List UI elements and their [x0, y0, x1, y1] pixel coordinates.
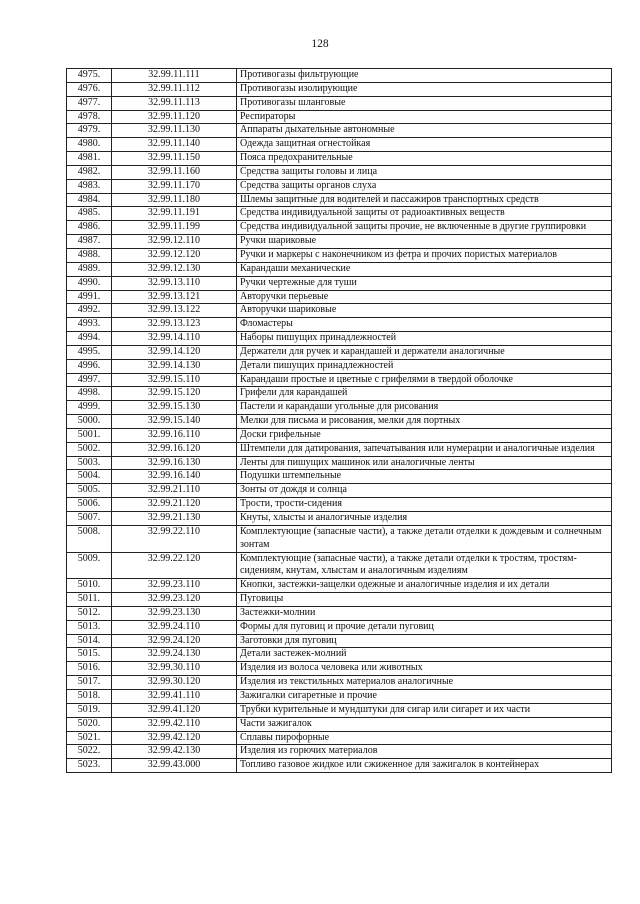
- row-name: Держатели для ручек и карандашей и держатели аналогичные: [237, 345, 612, 359]
- row-name: Средства индивидуальной защиты прочие, не включенные в другие группировки: [237, 221, 612, 235]
- row-name: Мелки для письма и рисования, мелки для портных: [237, 415, 612, 429]
- table-row: [67, 428, 612, 442]
- table-row: [67, 401, 612, 415]
- row-number: 4999.: [67, 401, 112, 415]
- table-row: [67, 373, 612, 387]
- table-row: [67, 248, 612, 262]
- row-name: Ручки и маркеры с наконечником из фетра и прочих пористых материалов: [237, 248, 612, 262]
- row-number: 5012.: [67, 606, 112, 620]
- table-row: [67, 345, 612, 359]
- row-name: Ручки чертежные для туши: [237, 276, 612, 290]
- row-number: 5023.: [67, 759, 112, 773]
- row-code: 32.99.42.130: [112, 745, 237, 759]
- table-row: [67, 235, 612, 249]
- table-row: [67, 717, 612, 731]
- row-code: 32.99.12.120: [112, 248, 237, 262]
- table-row: [67, 759, 612, 773]
- row-number: 4990.: [67, 276, 112, 290]
- row-number: 4978.: [67, 110, 112, 124]
- row-code: 32.99.11.160: [112, 165, 237, 179]
- row-code: 32.99.14.120: [112, 345, 237, 359]
- table-row: [67, 82, 612, 96]
- table-row: [67, 470, 612, 484]
- row-code: 32.99.22.110: [112, 525, 237, 552]
- row-code: 32.99.21.110: [112, 484, 237, 498]
- table-row: [67, 207, 612, 221]
- table-row: [67, 221, 612, 235]
- row-number: 4996.: [67, 359, 112, 373]
- table-body: [67, 69, 612, 773]
- row-name: Комплектующие (запасные части), а также детали отделки к тростям, тростям-сидениям, кнутам, хлыстам и аналогичным изделиям: [237, 552, 612, 579]
- row-number: 5000.: [67, 415, 112, 429]
- row-name: Карандаши простые и цветные с грифелями в твердой оболочке: [237, 373, 612, 387]
- row-number: 5009.: [67, 552, 112, 579]
- row-code: 32.99.15.140: [112, 415, 237, 429]
- row-number: 5005.: [67, 484, 112, 498]
- table-row: [67, 745, 612, 759]
- table-row: [67, 124, 612, 138]
- table-row: [67, 110, 612, 124]
- row-number: 4980.: [67, 138, 112, 152]
- table-row: [67, 676, 612, 690]
- table-row: [67, 689, 612, 703]
- table-row: [67, 579, 612, 593]
- table-row: [67, 387, 612, 401]
- row-name: Респираторы: [237, 110, 612, 124]
- row-name: Средства индивидуальной защиты от радиоактивных веществ: [237, 207, 612, 221]
- row-code: 32.99.11.111: [112, 69, 237, 83]
- row-code: 32.99.23.120: [112, 593, 237, 607]
- row-number: 4986.: [67, 221, 112, 235]
- row-name: Ленты для пишущих машинок или аналогичные ленты: [237, 456, 612, 470]
- row-name: Штемпели для датирования, запечатывания или нумерации и аналогичные изделия: [237, 442, 612, 456]
- row-name: Карандаши механические: [237, 262, 612, 276]
- row-name: Зажигалки сигаретные и прочие: [237, 689, 612, 703]
- row-code: 32.99.15.110: [112, 373, 237, 387]
- table-row: [67, 138, 612, 152]
- row-code: 32.99.14.110: [112, 332, 237, 346]
- row-number: 4976.: [67, 82, 112, 96]
- row-name: Пастели и карандаши угольные для рисования: [237, 401, 612, 415]
- table-row: [67, 165, 612, 179]
- row-number: 5001.: [67, 428, 112, 442]
- row-number: 4984.: [67, 193, 112, 207]
- row-name: Фломастеры: [237, 318, 612, 332]
- row-code: 32.99.23.130: [112, 606, 237, 620]
- row-name: Доски грифельные: [237, 428, 612, 442]
- row-name: Изделия из горючих материалов: [237, 745, 612, 759]
- row-number: 5016.: [67, 662, 112, 676]
- row-name: Пуговицы: [237, 593, 612, 607]
- classification-table: [66, 68, 612, 773]
- row-number: 4981.: [67, 152, 112, 166]
- table-row: [67, 69, 612, 83]
- row-number: 4985.: [67, 207, 112, 221]
- row-number: 5014.: [67, 634, 112, 648]
- table-row: [67, 290, 612, 304]
- page-number: 128: [311, 38, 329, 50]
- row-number: 5019.: [67, 703, 112, 717]
- row-name: Сплавы пирофорные: [237, 731, 612, 745]
- row-number: 4989.: [67, 262, 112, 276]
- row-name: Топливо газовое жидкое или сжиженное для зажигалок в контейнерах: [237, 759, 612, 773]
- row-code: 32.99.11.120: [112, 110, 237, 124]
- row-name: Детали застежек-молний: [237, 648, 612, 662]
- row-number: 5006.: [67, 498, 112, 512]
- row-code: 32.99.30.120: [112, 676, 237, 690]
- row-code: 32.99.42.110: [112, 717, 237, 731]
- table-row: [67, 318, 612, 332]
- row-number: 5022.: [67, 745, 112, 759]
- row-code: 32.99.11.191: [112, 207, 237, 221]
- row-number: 5010.: [67, 579, 112, 593]
- row-name: Заготовки для пуговиц: [237, 634, 612, 648]
- row-code: 32.99.24.130: [112, 648, 237, 662]
- row-name: Авторучки шариковые: [237, 304, 612, 318]
- row-code: 32.99.23.110: [112, 579, 237, 593]
- row-code: 32.99.11.140: [112, 138, 237, 152]
- row-code: 32.99.13.121: [112, 290, 237, 304]
- row-code: 32.99.41.120: [112, 703, 237, 717]
- table-row: [67, 731, 612, 745]
- row-code: 32.99.14.130: [112, 359, 237, 373]
- table-row: [67, 456, 612, 470]
- row-code: 32.99.11.199: [112, 221, 237, 235]
- row-number: 5017.: [67, 676, 112, 690]
- table-row: [67, 593, 612, 607]
- table-row: [67, 552, 612, 579]
- row-number: 4991.: [67, 290, 112, 304]
- table-row: [67, 415, 612, 429]
- row-name: Кнуты, хлысты и аналогичные изделия: [237, 512, 612, 526]
- row-name: Подушки штемпельные: [237, 470, 612, 484]
- table-row: [67, 662, 612, 676]
- row-number: 4997.: [67, 373, 112, 387]
- table-row: [67, 525, 612, 552]
- row-code: 32.99.11.170: [112, 179, 237, 193]
- row-number: 4988.: [67, 248, 112, 262]
- table-row: [67, 620, 612, 634]
- row-number: 5018.: [67, 689, 112, 703]
- row-code: 32.99.41.110: [112, 689, 237, 703]
- table-row: [67, 648, 612, 662]
- row-number: 5021.: [67, 731, 112, 745]
- row-name: Трости, трости-сидения: [237, 498, 612, 512]
- row-code: 32.99.11.112: [112, 82, 237, 96]
- row-code: 32.99.15.130: [112, 401, 237, 415]
- table-row: [67, 332, 612, 346]
- row-name: Изделия из волоса человека или животных: [237, 662, 612, 676]
- row-number: 4983.: [67, 179, 112, 193]
- row-name: Противогазы изолирующие: [237, 82, 612, 96]
- row-name: Противогазы шланговые: [237, 96, 612, 110]
- row-code: 32.99.24.110: [112, 620, 237, 634]
- row-name: Средства защиты головы и лица: [237, 165, 612, 179]
- row-number: 4995.: [67, 345, 112, 359]
- row-name: Ручки шариковые: [237, 235, 612, 249]
- row-code: 32.99.30.110: [112, 662, 237, 676]
- row-name: Зонты от дождя и солнца: [237, 484, 612, 498]
- row-code: 32.99.12.110: [112, 235, 237, 249]
- table-row: [67, 96, 612, 110]
- row-code: 32.99.16.120: [112, 442, 237, 456]
- row-code: 32.99.21.120: [112, 498, 237, 512]
- row-number: 4982.: [67, 165, 112, 179]
- row-number: 4977.: [67, 96, 112, 110]
- row-name: Изделия из текстильных материалов аналогичные: [237, 676, 612, 690]
- row-number: 5015.: [67, 648, 112, 662]
- row-code: 32.99.11.180: [112, 193, 237, 207]
- table-row: [67, 498, 612, 512]
- row-number: 4998.: [67, 387, 112, 401]
- table-row: [67, 484, 612, 498]
- table-row: [67, 606, 612, 620]
- row-number: 5020.: [67, 717, 112, 731]
- table-row: [67, 512, 612, 526]
- row-name: Пояса предохранительные: [237, 152, 612, 166]
- row-number: 5011.: [67, 593, 112, 607]
- table-row: [67, 703, 612, 717]
- row-number: 4987.: [67, 235, 112, 249]
- row-name: Формы для пуговиц и прочие детали пуговиц: [237, 620, 612, 634]
- row-code: 32.99.11.130: [112, 124, 237, 138]
- row-name: Одежда защитная огнестойкая: [237, 138, 612, 152]
- row-code: 32.99.16.130: [112, 456, 237, 470]
- row-name: Кнопки, застежки-защелки одежные и аналогичные изделия и их детали: [237, 579, 612, 593]
- row-name: Авторучки перьевые: [237, 290, 612, 304]
- row-name: Части зажигалок: [237, 717, 612, 731]
- row-number: 5007.: [67, 512, 112, 526]
- row-name: Противогазы фильтрующие: [237, 69, 612, 83]
- row-code: 32.99.15.120: [112, 387, 237, 401]
- row-name: Комплектующие (запасные части), а также детали отделки к дождевым и солнечным зонтам: [237, 525, 612, 552]
- row-name: Шлемы защитные для водителей и пассажиров транспортных средств: [237, 193, 612, 207]
- row-number: 5004.: [67, 470, 112, 484]
- row-name: Детали пишущих принадлежностей: [237, 359, 612, 373]
- row-code: 32.99.16.110: [112, 428, 237, 442]
- row-code: 32.99.12.130: [112, 262, 237, 276]
- table-row: [67, 193, 612, 207]
- table-row: [67, 634, 612, 648]
- table-row: [67, 359, 612, 373]
- row-name: Застежки-молнии: [237, 606, 612, 620]
- table-row: [67, 276, 612, 290]
- row-code: 32.99.42.120: [112, 731, 237, 745]
- row-number: 4993.: [67, 318, 112, 332]
- row-code: 32.99.13.122: [112, 304, 237, 318]
- row-name: Грифели для карандашей: [237, 387, 612, 401]
- row-code: 32.99.22.120: [112, 552, 237, 579]
- table-row: [67, 442, 612, 456]
- row-name: Трубки курительные и мундштуки для сигар или сигарет и их части: [237, 703, 612, 717]
- table-row: [67, 179, 612, 193]
- row-code: 32.99.24.120: [112, 634, 237, 648]
- row-name: Аппараты дыхательные автономные: [237, 124, 612, 138]
- row-code: 32.99.11.150: [112, 152, 237, 166]
- row-number: 4975.: [67, 69, 112, 83]
- row-number: 5002.: [67, 442, 112, 456]
- row-number: 4992.: [67, 304, 112, 318]
- row-number: 4979.: [67, 124, 112, 138]
- row-code: 32.99.16.140: [112, 470, 237, 484]
- table-row: [67, 262, 612, 276]
- table-row: [67, 304, 612, 318]
- row-name: Средства защиты органов слуха: [237, 179, 612, 193]
- row-code: 32.99.11.113: [112, 96, 237, 110]
- row-code: 32.99.13.110: [112, 276, 237, 290]
- row-number: 5013.: [67, 620, 112, 634]
- row-number: 4994.: [67, 332, 112, 346]
- row-code: 32.99.21.130: [112, 512, 237, 526]
- row-code: 32.99.13.123: [112, 318, 237, 332]
- row-code: 32.99.43.000: [112, 759, 237, 773]
- table-row: [67, 152, 612, 166]
- row-number: 5008.: [67, 525, 112, 552]
- row-number: 5003.: [67, 456, 112, 470]
- row-name: Наборы пишущих принадлежностей: [237, 332, 612, 346]
